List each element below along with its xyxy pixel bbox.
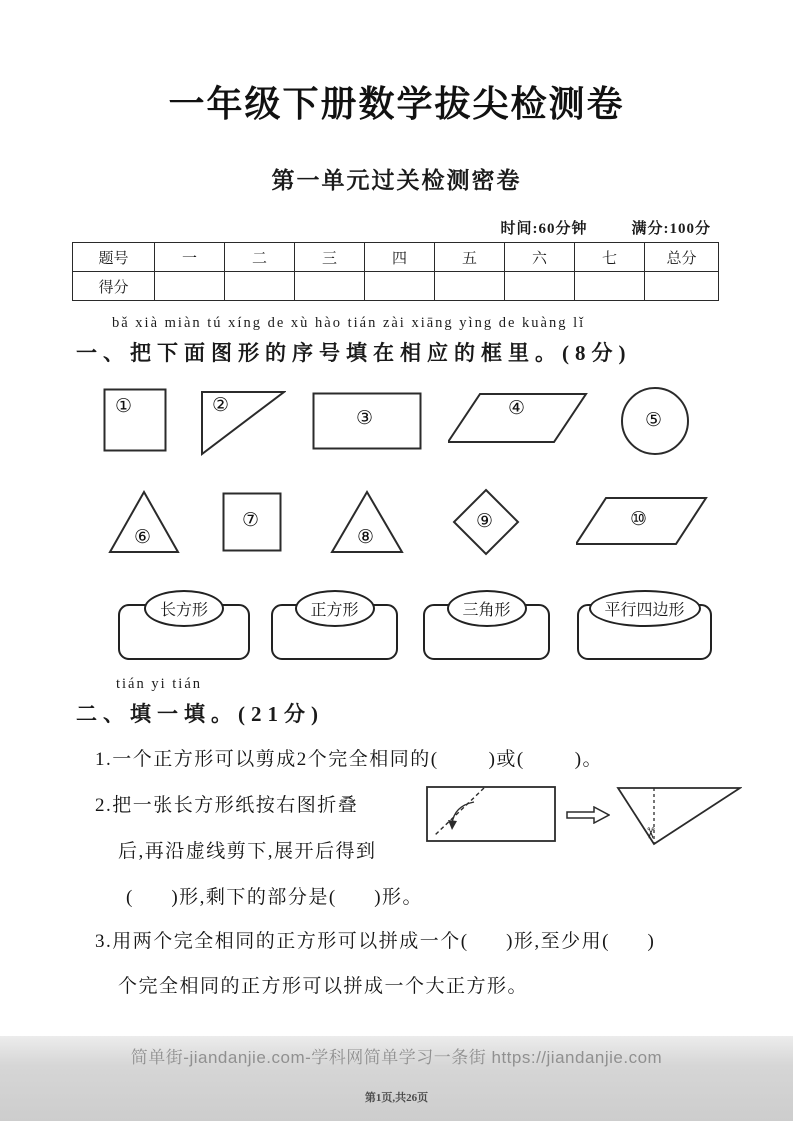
score-cell: [365, 272, 435, 301]
column-header: 总分: [645, 243, 719, 272]
shape-number-10: ⑩: [630, 508, 648, 530]
score-cell: [295, 272, 365, 301]
cut-triangle-diagram: [616, 786, 742, 848]
score-cell: [645, 272, 719, 301]
shape-square-7: [222, 492, 282, 552]
score-cell: [225, 272, 295, 301]
full-score-info: 满分:100分: [631, 221, 711, 237]
section2-heading: 二、填一填。(21分): [76, 702, 324, 726]
section1-pinyin: bǎ xià miàn tú xíng de xù hào tián zài xiāng yìng de kuàng lǐ: [112, 315, 586, 331]
question-1-text: 1.一个正方形可以剪成2个完全相同的( )或( )。: [95, 749, 604, 770]
shape-parallelogram-4: [448, 392, 588, 444]
score-cell: [435, 272, 505, 301]
answer-box-square: [271, 604, 398, 660]
question-3-line2: 个完全相同的正方形可以拼成一个大正方形。: [118, 976, 529, 997]
answer-box-label-triangle: 三角形: [446, 590, 526, 627]
fold-rectangle-figure: [426, 786, 556, 847]
shape-number-4: ④: [508, 397, 526, 419]
shape-number-5: ⑤: [645, 409, 663, 431]
shape-circle-5: [620, 386, 690, 456]
shape-right-triangle-2: [200, 390, 286, 456]
shape-parallelogram-10: [576, 496, 708, 546]
cut-triangle-figure: [616, 786, 742, 853]
shape-diamond-9: [452, 488, 520, 556]
answer-box-rectangle: [118, 604, 250, 660]
column-header: 二: [225, 243, 295, 272]
question-3-line1: 3.用两个完全相同的正方形可以拼成一个( )形,至少用( ): [95, 931, 656, 952]
column-header: 四: [365, 243, 435, 272]
right-arrow: [566, 806, 610, 824]
shape-rectangle-3: [312, 392, 422, 450]
shape-number-7: ⑦: [242, 509, 260, 531]
column-header: 五: [435, 243, 505, 272]
score-table-score-row: [73, 272, 719, 301]
exam-meta: [501, 217, 712, 238]
answer-box-label-square: 正方形: [294, 590, 374, 627]
score-cell: [155, 272, 225, 301]
answer-box-label-rectangle: 长方形: [144, 590, 224, 627]
score-cell: [505, 272, 575, 301]
shape-square-1: [103, 388, 167, 452]
section1-heading: 一、把下面图形的序号填在相应的框里。(8分): [76, 341, 632, 365]
shape-number-8: ⑧: [357, 526, 375, 548]
shape-number-2: ②: [212, 394, 230, 416]
question-2-line3: ( )形,剩下的部分是( )形。: [126, 887, 424, 908]
answer-box-parallelogram: [577, 604, 712, 660]
shape-triangle-8: [330, 490, 404, 554]
score-cell: [575, 272, 645, 301]
question-2-line2: 后,再沿虚线剪下,展开后得到: [118, 841, 377, 862]
page-title: 一年级下册数学拔尖检测卷: [168, 83, 625, 124]
scissors-icon: ✂: [641, 826, 660, 840]
square-outline: [103, 388, 167, 452]
page-number: 第1页,共26页: [364, 1092, 429, 1104]
column-header: 七: [575, 243, 645, 272]
score-label: 得分: [73, 272, 155, 301]
shape-triangle-6: [108, 490, 180, 554]
question-2-line1: 2.把一张长方形纸按右图折叠: [95, 795, 359, 816]
column-header: 一: [155, 243, 225, 272]
score-table: [72, 242, 719, 301]
answer-box-label-parallelogram: 平行四边形: [588, 590, 700, 627]
column-header: 六: [505, 243, 575, 272]
exam-subtitle: 第一单元过关检测密卷: [271, 168, 522, 193]
shape-number-6: ⑥: [134, 526, 152, 548]
question-number-label: 题号: [73, 243, 155, 272]
arrow-icon: [566, 806, 610, 829]
watermark-text: 简单街-jiandanjie.com-学科网简单学习一条街 https://jiandanjie.com: [130, 1048, 663, 1067]
shape-number-3: ③: [356, 407, 374, 429]
score-table-header-row: [73, 243, 719, 272]
time-info: 时间:60分钟: [500, 221, 588, 237]
fold-rectangle-diagram: [426, 786, 556, 842]
answer-box-triangle: [423, 604, 550, 660]
column-header: 三: [295, 243, 365, 272]
shape-number-9: ⑨: [476, 510, 494, 532]
section2-pinyin: tián yi tián: [116, 676, 203, 692]
shape-number-1: ①: [115, 395, 133, 417]
